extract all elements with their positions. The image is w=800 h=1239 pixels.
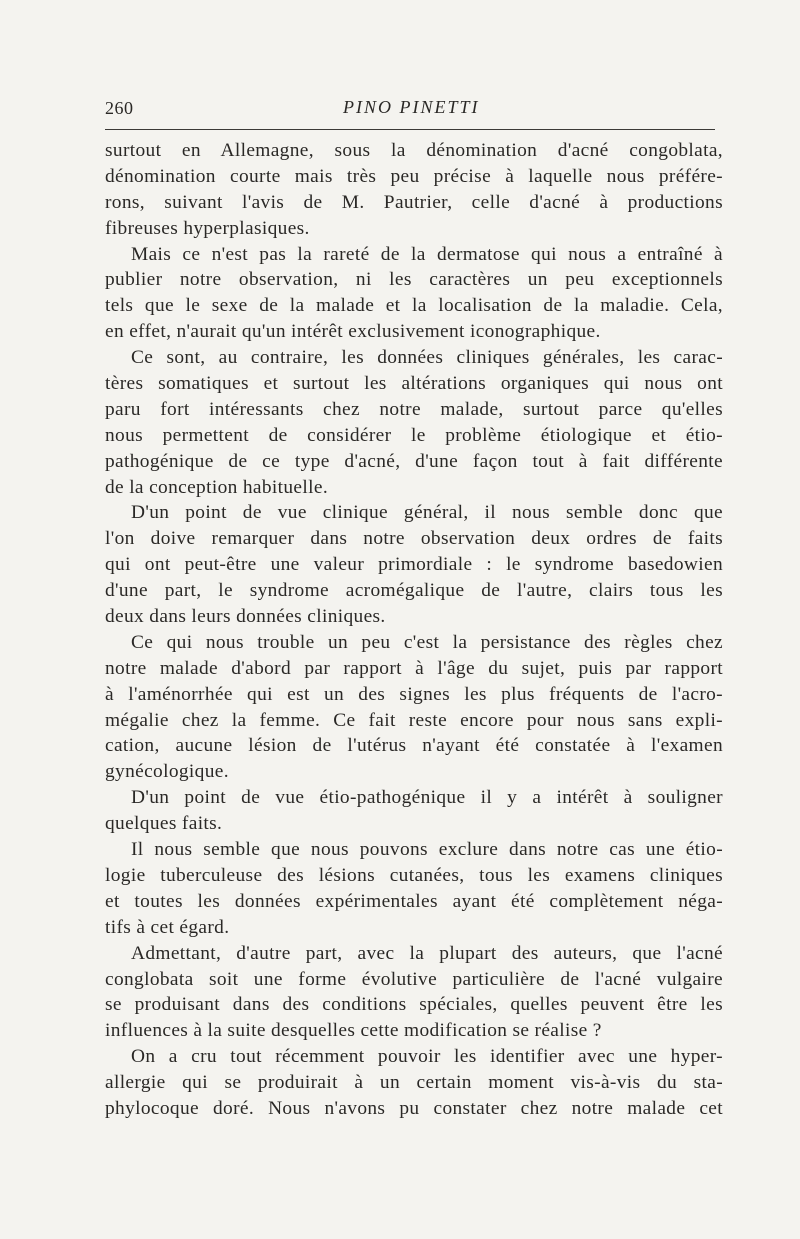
paragraph [105,630,723,785]
text-line: conglobata soit une forme évolutive particulière de l'acné vulgaire [105,968,723,990]
paragraph [105,837,723,941]
text-line: quelques faits. [105,813,223,835]
text-line: influences à la suite desquelles cette modification se réalise ? [105,1020,602,1042]
paragraph [105,785,723,837]
text-line: publier notre observation, ni les caractères un peu exceptionnels [105,269,723,291]
text-line: nous permettent de considérer le problème étiologique et étio- [105,424,723,446]
page-header [105,92,715,122]
paragraph [105,345,723,500]
text-line: paru fort intéressants chez notre malade, surtout parce qu'elles [105,398,723,420]
text-line: à l'aménorrhée qui est un des signes les plus fréquents de l'acro- [105,683,723,705]
text-line: deux dans leurs données cliniques. [105,606,386,628]
text-line: et toutes les données expérimentales ayant été complètement néga- [105,890,723,912]
text-line: On a cru tout récemment pouvoir les identifier avec une hyper- [131,1046,723,1068]
text-line: de la conception habituelle. [105,476,329,498]
text-line: tères somatiques et surtout les altérations organiques qui nous ont [105,373,723,395]
body-text [105,138,723,1122]
text-line: Admettant, d'autre part, avec la plupart des auteurs, que l'acné [131,942,723,964]
paragraph [105,1044,723,1122]
text-line: d'une part, le syndrome acromégalique de l'autre, clairs tous les [105,580,723,602]
text-line: Il nous semble que nous pouvons exclure dans notre cas une étio- [131,839,723,861]
text-line: tels que le sexe de la malade et la localisation de la maladie. Cela, [105,295,723,317]
text-line: notre malade d'abord par rapport à l'âge du sujet, puis par rapport [105,657,723,679]
page-number: 260 [105,98,134,118]
text-line: dénomination courte mais très peu précise à laquelle nous préfére- [105,165,723,187]
text-line: tifs à cet égard. [105,916,230,938]
running-title: PINO PINETTI [343,97,480,117]
text-line: allergie qui se produirait à un certain moment vis-à-vis du sta- [105,1072,723,1094]
text-line: Ce sont, au contraire, les données cliniques générales, les carac- [131,347,723,369]
paragraph [105,941,723,1045]
paragraph [105,242,723,346]
paragraph [105,500,723,629]
text-line: se produisant dans des conditions spéciales, quelles peuvent être les [105,994,723,1016]
paragraph [105,138,723,242]
text-line: D'un point de vue étio-pathogénique il y a intérêt à souligner [131,787,723,809]
text-line: fibreuses hyperplasiques. [105,217,310,239]
text-line: qui ont peut-être une valeur primordiale : le syndrome basedowien [105,554,723,576]
text-line: rons, suivant l'avis de M. Pautrier, celle d'acné à productions [105,191,723,213]
text-line: pathogénique de ce type d'acné, d'une façon tout à fait différente [105,450,723,472]
text-line: Mais ce n'est pas la rareté de la dermatose qui nous a entraîné à [131,243,723,265]
text-line: gynécologique. [105,761,229,783]
text-line: D'un point de vue clinique général, il nous semble donc que [131,502,723,524]
text-line: phylocoque doré. Nous n'avons pu constater chez notre malade cet [105,1097,723,1119]
text-line: Ce qui nous trouble un peu c'est la persistance des règles chez [131,631,723,653]
text-line: surtout en Allemagne, sous la dénomination d'acné congoblata, [105,140,723,161]
text-line: l'on doive remarquer dans notre observation deux ordres de faits [105,528,723,550]
text-line: en effet, n'aurait qu'un intérêt exclusivement iconographique. [105,321,601,343]
text-line: logie tuberculeuse des lésions cutanées, tous les examens cliniques [105,864,723,886]
header-rule [105,129,715,130]
text-line: cation, aucune lésion de l'utérus n'ayant été constatée à l'examen [105,735,723,757]
text-line: mégalie chez la femme. Ce fait reste encore pour nous sans expli- [105,709,723,731]
